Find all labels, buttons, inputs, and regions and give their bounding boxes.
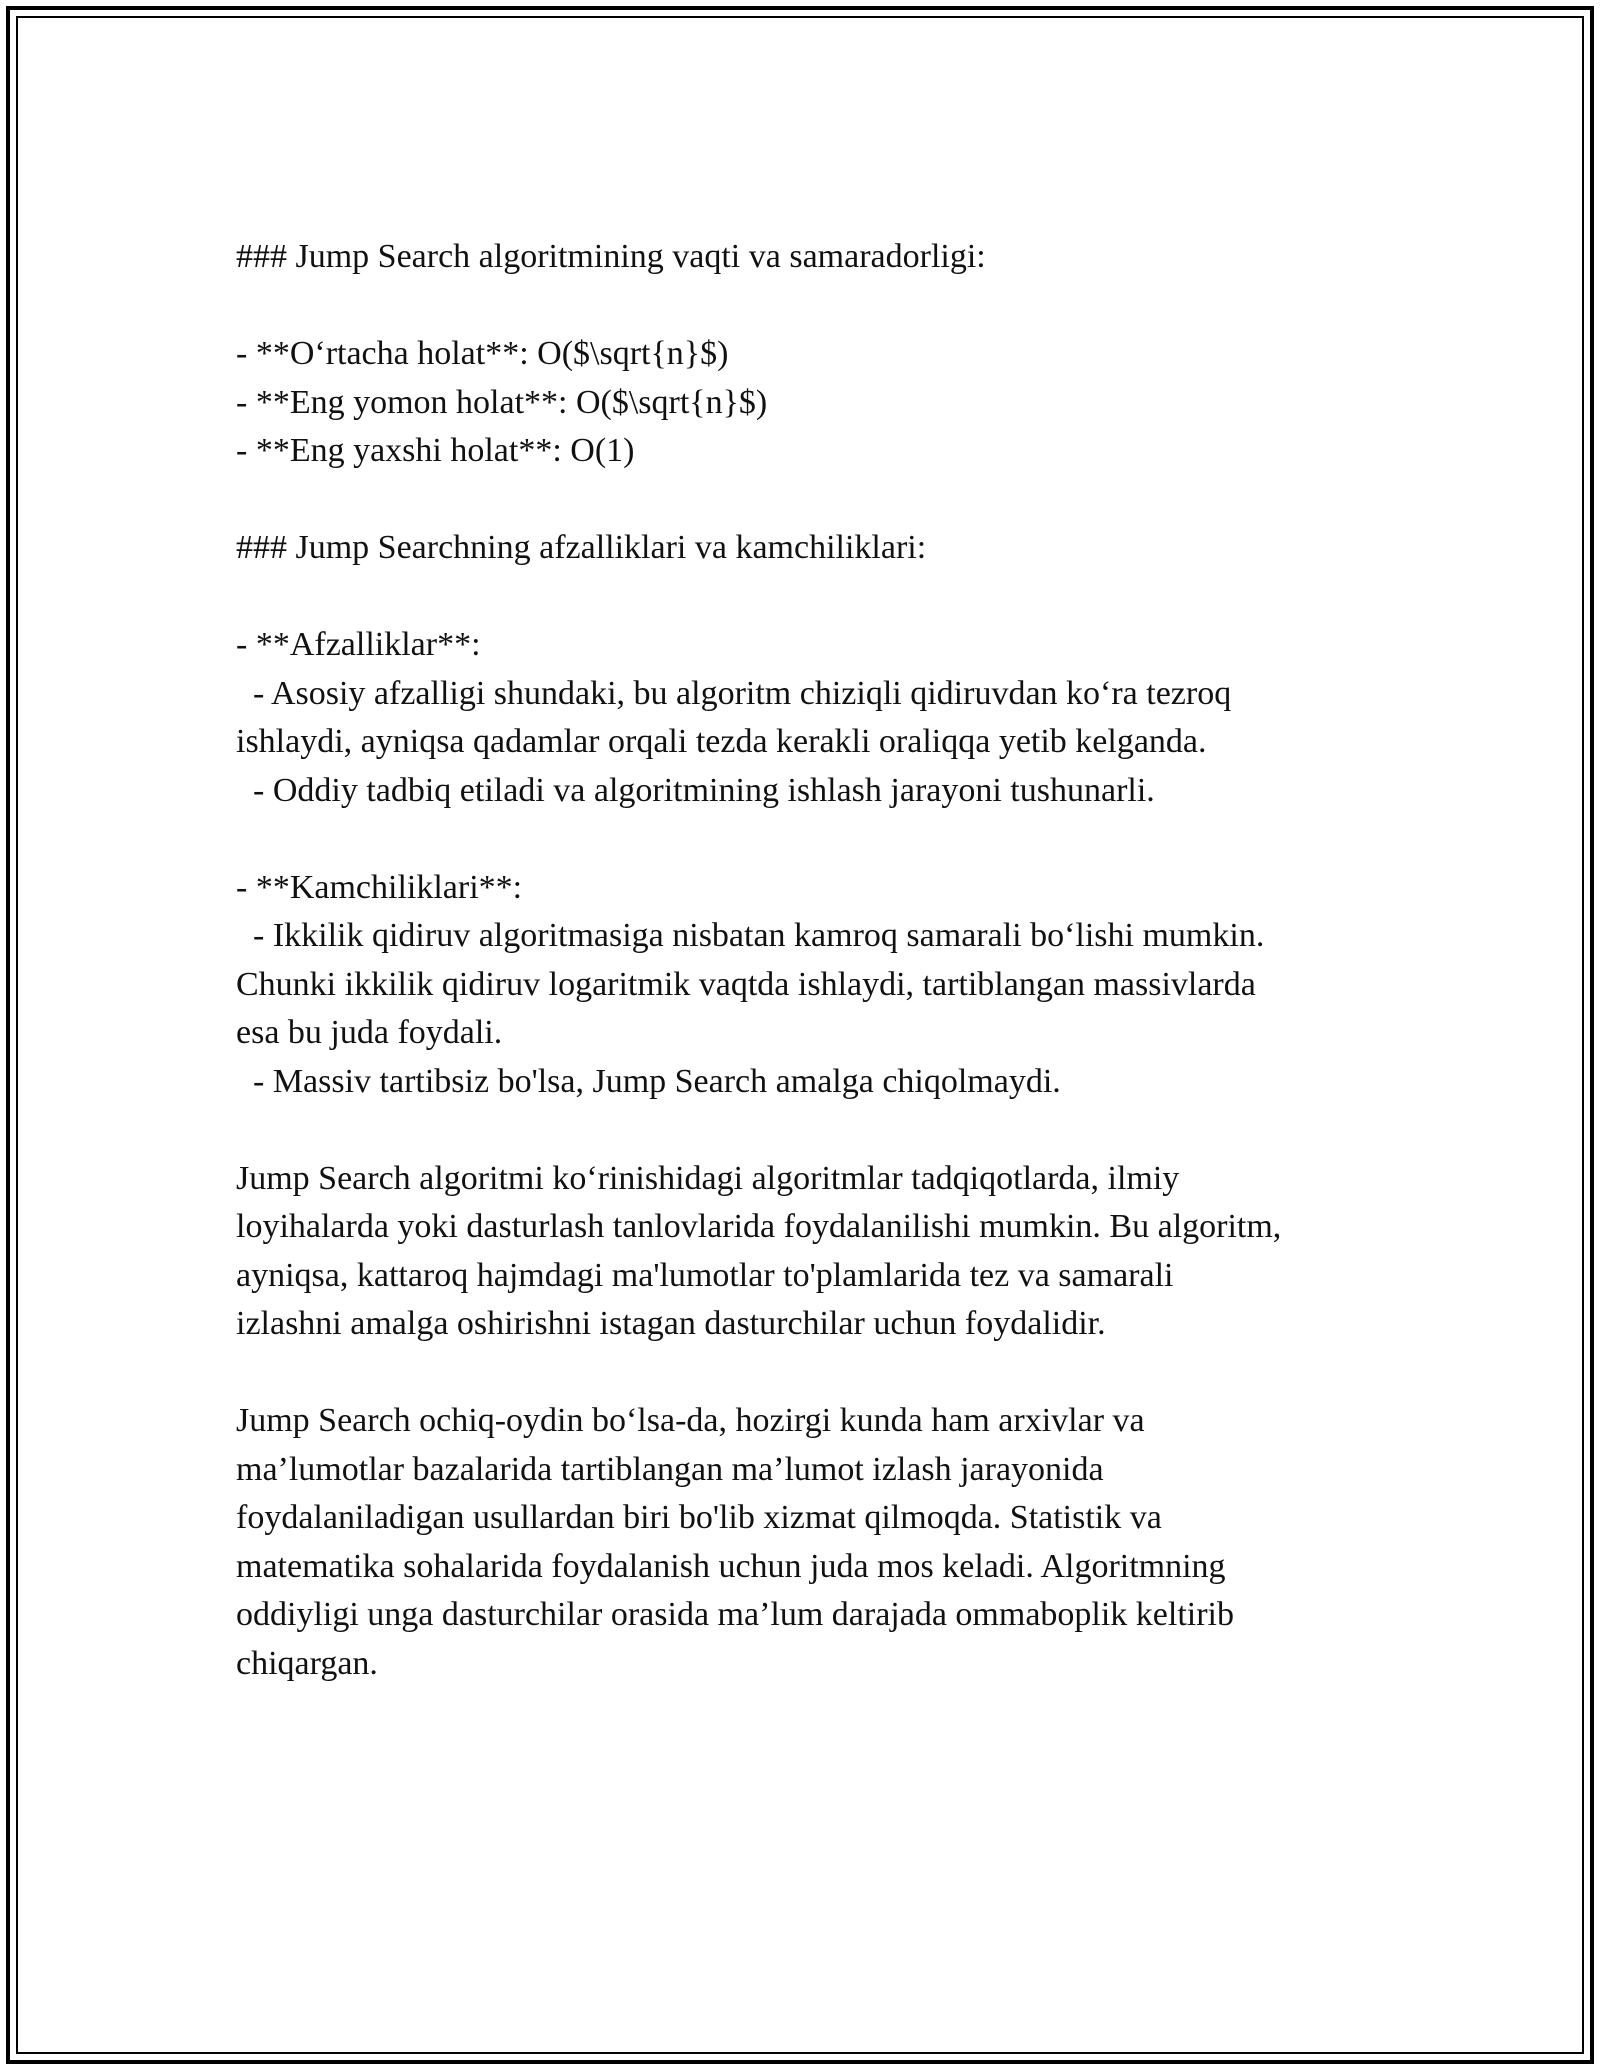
blank-line xyxy=(236,282,1376,331)
sublist-item-disadvantage-2: - Massiv tartibsiz bo'lsa, Jump Search amalga chiqolmaydi. xyxy=(236,1062,1061,1100)
document-body xyxy=(236,233,1376,1688)
sublist-item-disadvantage-1-cont2: esa bu juda foydali. xyxy=(236,1014,503,1051)
paragraph-2-line-6: chiqargan. xyxy=(236,1644,378,1682)
sublist-item-advantage-1-cont: ishlaydi, ayniqsa qadamlar orqali tezda kerakli oraliqqa yetib kelganda. xyxy=(236,723,1207,760)
heading-pros-cons: ### Jump Searchning afzalliklari va kamchiliklari: xyxy=(236,529,927,566)
blank-line xyxy=(236,1106,1376,1155)
blank-line xyxy=(236,573,1376,622)
list-item-disadvantages: - **Kamchiliklari**: xyxy=(236,868,523,906)
list-item-worst-case: - **Eng yomon holat**: O($\sqrt{n}$) xyxy=(236,383,768,421)
paragraph-2-line-5: oddiyligi unga dasturchilar orasida ma’lum darajada ommaboplik keltirib xyxy=(236,1596,1235,1633)
paragraph-1-line-4: izlashni amalga oshirishni istagan dasturchilar uchun foydalidir. xyxy=(236,1305,1106,1342)
paragraph-1-line-2: loyihalarda yoki dasturlash tanlovlarida foydalanilishi mumkin. Bu algoritm, xyxy=(236,1208,1282,1245)
paragraph-2-line-1: Jump Search ochiq-oydin bo‘lsa-da, hozirgi kunda ham arxivlar va xyxy=(236,1402,1145,1439)
list-item-advantages: - **Afzalliklar**: xyxy=(236,626,481,663)
paragraph-1-line-3: ayniqsa, kattaroq hajmdagi ma'lumotlar to'plamlarida tez va samarali xyxy=(236,1256,1174,1294)
blank-line xyxy=(236,815,1376,864)
sublist-item-advantage-1: - Asosiy afzalligi shundaki, bu algoritm chiziqli qidiruvdan ko‘ra tezroq xyxy=(236,674,1232,712)
sublist-item-disadvantage-1-cont: Chunki ikkilik qidiruv logaritmik vaqtda ishlaydi, tartiblangan massivlarda xyxy=(236,965,1256,1003)
blank-line xyxy=(236,476,1376,525)
list-item-best-case: - **Eng yaxshi holat**: O(1) xyxy=(236,432,635,469)
paragraph-1-line-1: Jump Search algoritmi ko‘rinishidagi algoritmlar tadqiqotlarda, ilmiy xyxy=(236,1159,1180,1197)
heading-complexity: ### Jump Search algoritmining vaqti va samaradorligi: xyxy=(236,238,986,275)
paragraph-2-line-2: ma’lumotlar bazalarida tartiblangan ma’lumot izlash jarayonida xyxy=(236,1450,1104,1488)
list-item-average-case: - **O‘rtacha holat**: O($\sqrt{n}$) xyxy=(236,335,729,372)
sublist-item-disadvantage-1: - Ikkilik qidiruv algoritmasiga nisbatan kamroq samarali bo‘lishi mumkin. xyxy=(236,917,1265,954)
blank-line xyxy=(236,1349,1376,1398)
sublist-item-advantage-2: - Oddiy tadbiq etiladi va algoritmining ishlash jarayoni tushunarli. xyxy=(236,771,1155,809)
paragraph-2-line-3: foydalaniladigan usullardan biri bo'lib xizmat qilmoqda. Statistik va xyxy=(236,1499,1162,1536)
paragraph-2-line-4: matematika sohalarida foydalanish uchun juda mos keladi. Algoritmning xyxy=(236,1547,1226,1585)
